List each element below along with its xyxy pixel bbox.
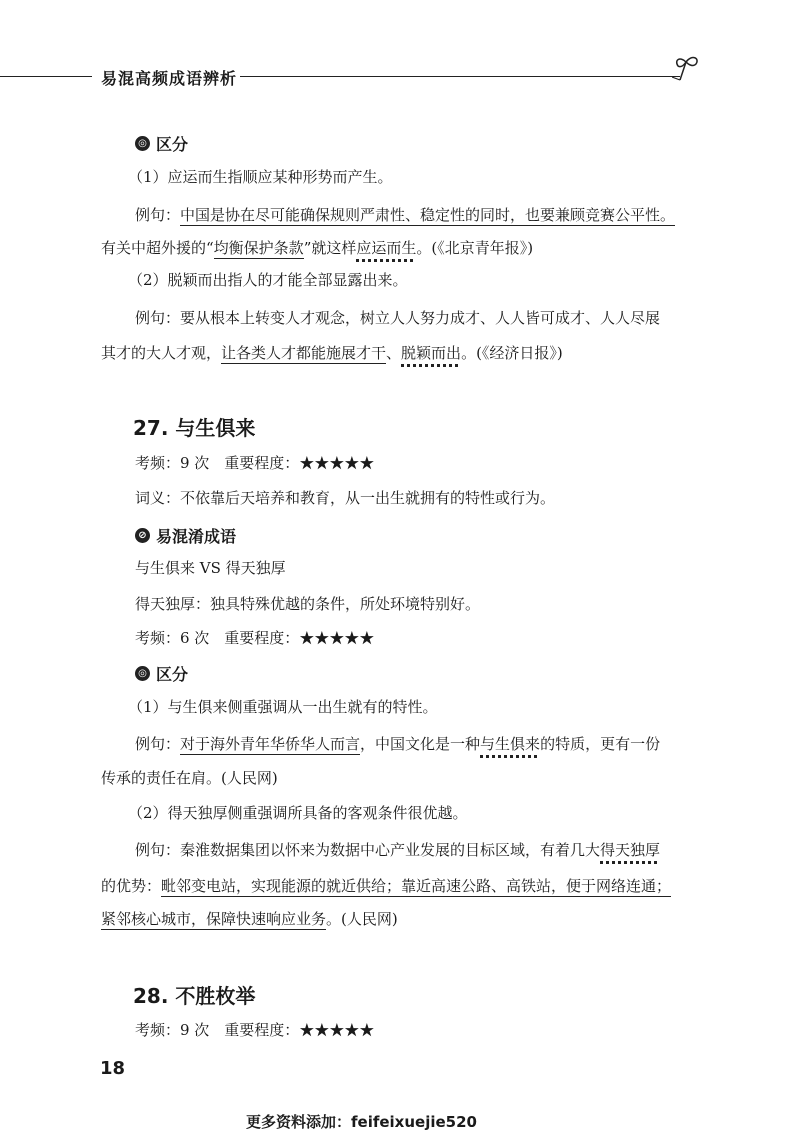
text-span: 有关中超外援的“: [101, 239, 214, 257]
confusable-icon: ⊘: [135, 528, 150, 543]
text-span: ”就这样: [303, 239, 357, 257]
underlined-phrase: 中国是协在尽可能确保规则严肃性、稳定性的同时，也要兼顾竞赛公平性。: [180, 206, 676, 224]
page-number: 18: [100, 1058, 126, 1079]
compare-icon: ◎: [135, 666, 150, 681]
compare-icon: ◎: [135, 136, 150, 151]
sprout-icon: [672, 52, 702, 86]
dotted-idiom: 与生俱来: [480, 735, 541, 753]
vs-line: 与生俱来 VS 得天独厚: [135, 559, 286, 577]
entry-28-title: 28. 不胜枚举: [133, 984, 256, 1008]
example-label: 例句：: [135, 735, 181, 753]
distinguish-heading-2: [135, 662, 188, 685]
example-2-line-2: [101, 343, 563, 363]
underlined-phrase: 对于海外青年华侨华人而言: [180, 735, 361, 753]
footer-contact: 更多资料添加：feifeixuejie520: [246, 1113, 477, 1131]
dotted-idiom: 脱颖而出: [401, 344, 462, 362]
example-1-line-2: [101, 238, 533, 258]
underlined-phrase: 让各类人才都能施展才干: [221, 344, 387, 362]
running-header-title: 易混高频成语辨析: [101, 69, 238, 88]
text-span: ，中国文化是一种: [360, 735, 481, 753]
source-citation: 。(《经济日报》): [461, 344, 563, 362]
example-1-line-1: [135, 205, 675, 225]
text-span: 、: [386, 344, 402, 362]
underlined-phrase: 均衡保护条款: [213, 239, 304, 257]
example-2-line-1: 例句：要从根本上转变人才观念，树立人人努力成才、人人皆可成才、人人尽展: [135, 309, 661, 327]
underlined-phrase: 毗邻变电站，实现能源的就近供给；靠近高速公路、高铁站，便于网络连通；: [161, 877, 672, 895]
entry-27-title: 27. 与生俱来: [133, 416, 256, 440]
source-citation: 。(《北京青年报》): [416, 239, 534, 257]
distinguish-example-1-line-1: [135, 734, 660, 754]
text-span: 例句：秦淮数据集团以怀来为数据中心产业发展的目标区域，有着几大: [135, 841, 601, 859]
source-citation: 。(人民网): [326, 910, 398, 928]
example-label: 例句：: [135, 206, 181, 224]
point-2: （2）脱颖而出指人的才能全部显露出来。: [128, 271, 408, 289]
dotted-idiom: 得天独厚: [600, 841, 661, 859]
distinguish-example-2-line-1: [135, 840, 660, 860]
confusable-heading-text: 易混淆成语: [156, 527, 237, 546]
underlined-phrase: 紧邻核心城市，保障快速响应业务: [101, 910, 327, 928]
distinguish-point-2: （2）得天独厚侧重强调所具备的客观条件很优越。: [128, 804, 468, 822]
text-span: 的特质，更有一份: [540, 735, 661, 753]
confusable-heading: [135, 524, 236, 547]
distinguish-example-2-line-3: [101, 909, 398, 929]
text-span: 其才的大人才观，: [101, 344, 222, 362]
distinguish-point-1: （1）与生俱来侧重强调从一出生就有的特性。: [128, 698, 438, 716]
distinguish-example-2-line-2: [101, 876, 671, 896]
header-rule-left: [0, 76, 92, 77]
entry-27-meta: 考频：9 次 重要程度：★★★★★: [135, 454, 375, 472]
header-rule-right: [240, 76, 680, 77]
distinguish-example-1-line-2: 传承的责任在肩。(人民网): [101, 769, 278, 787]
other-idiom-meta: 考频：6 次 重要程度：★★★★★: [135, 629, 375, 647]
distinguish-heading-text: 区分: [156, 665, 189, 684]
dotted-idiom: 应运而生: [356, 239, 417, 257]
entry-27-meaning: 词义：不依靠后天培养和教育，从一出生就拥有的特性或行为。: [135, 489, 556, 507]
distinguish-heading: [135, 132, 188, 155]
text-span: 的优势：: [101, 877, 162, 895]
entry-28-meta: 考频：9 次 重要程度：★★★★★: [135, 1021, 375, 1039]
point-1: （1）应运而生指顺应某种形势而产生。: [128, 168, 393, 186]
other-idiom-meaning: 得天独厚：独具特殊优越的条件，所处环境特别好。: [135, 595, 481, 613]
distinguish-heading-text: 区分: [156, 135, 189, 154]
